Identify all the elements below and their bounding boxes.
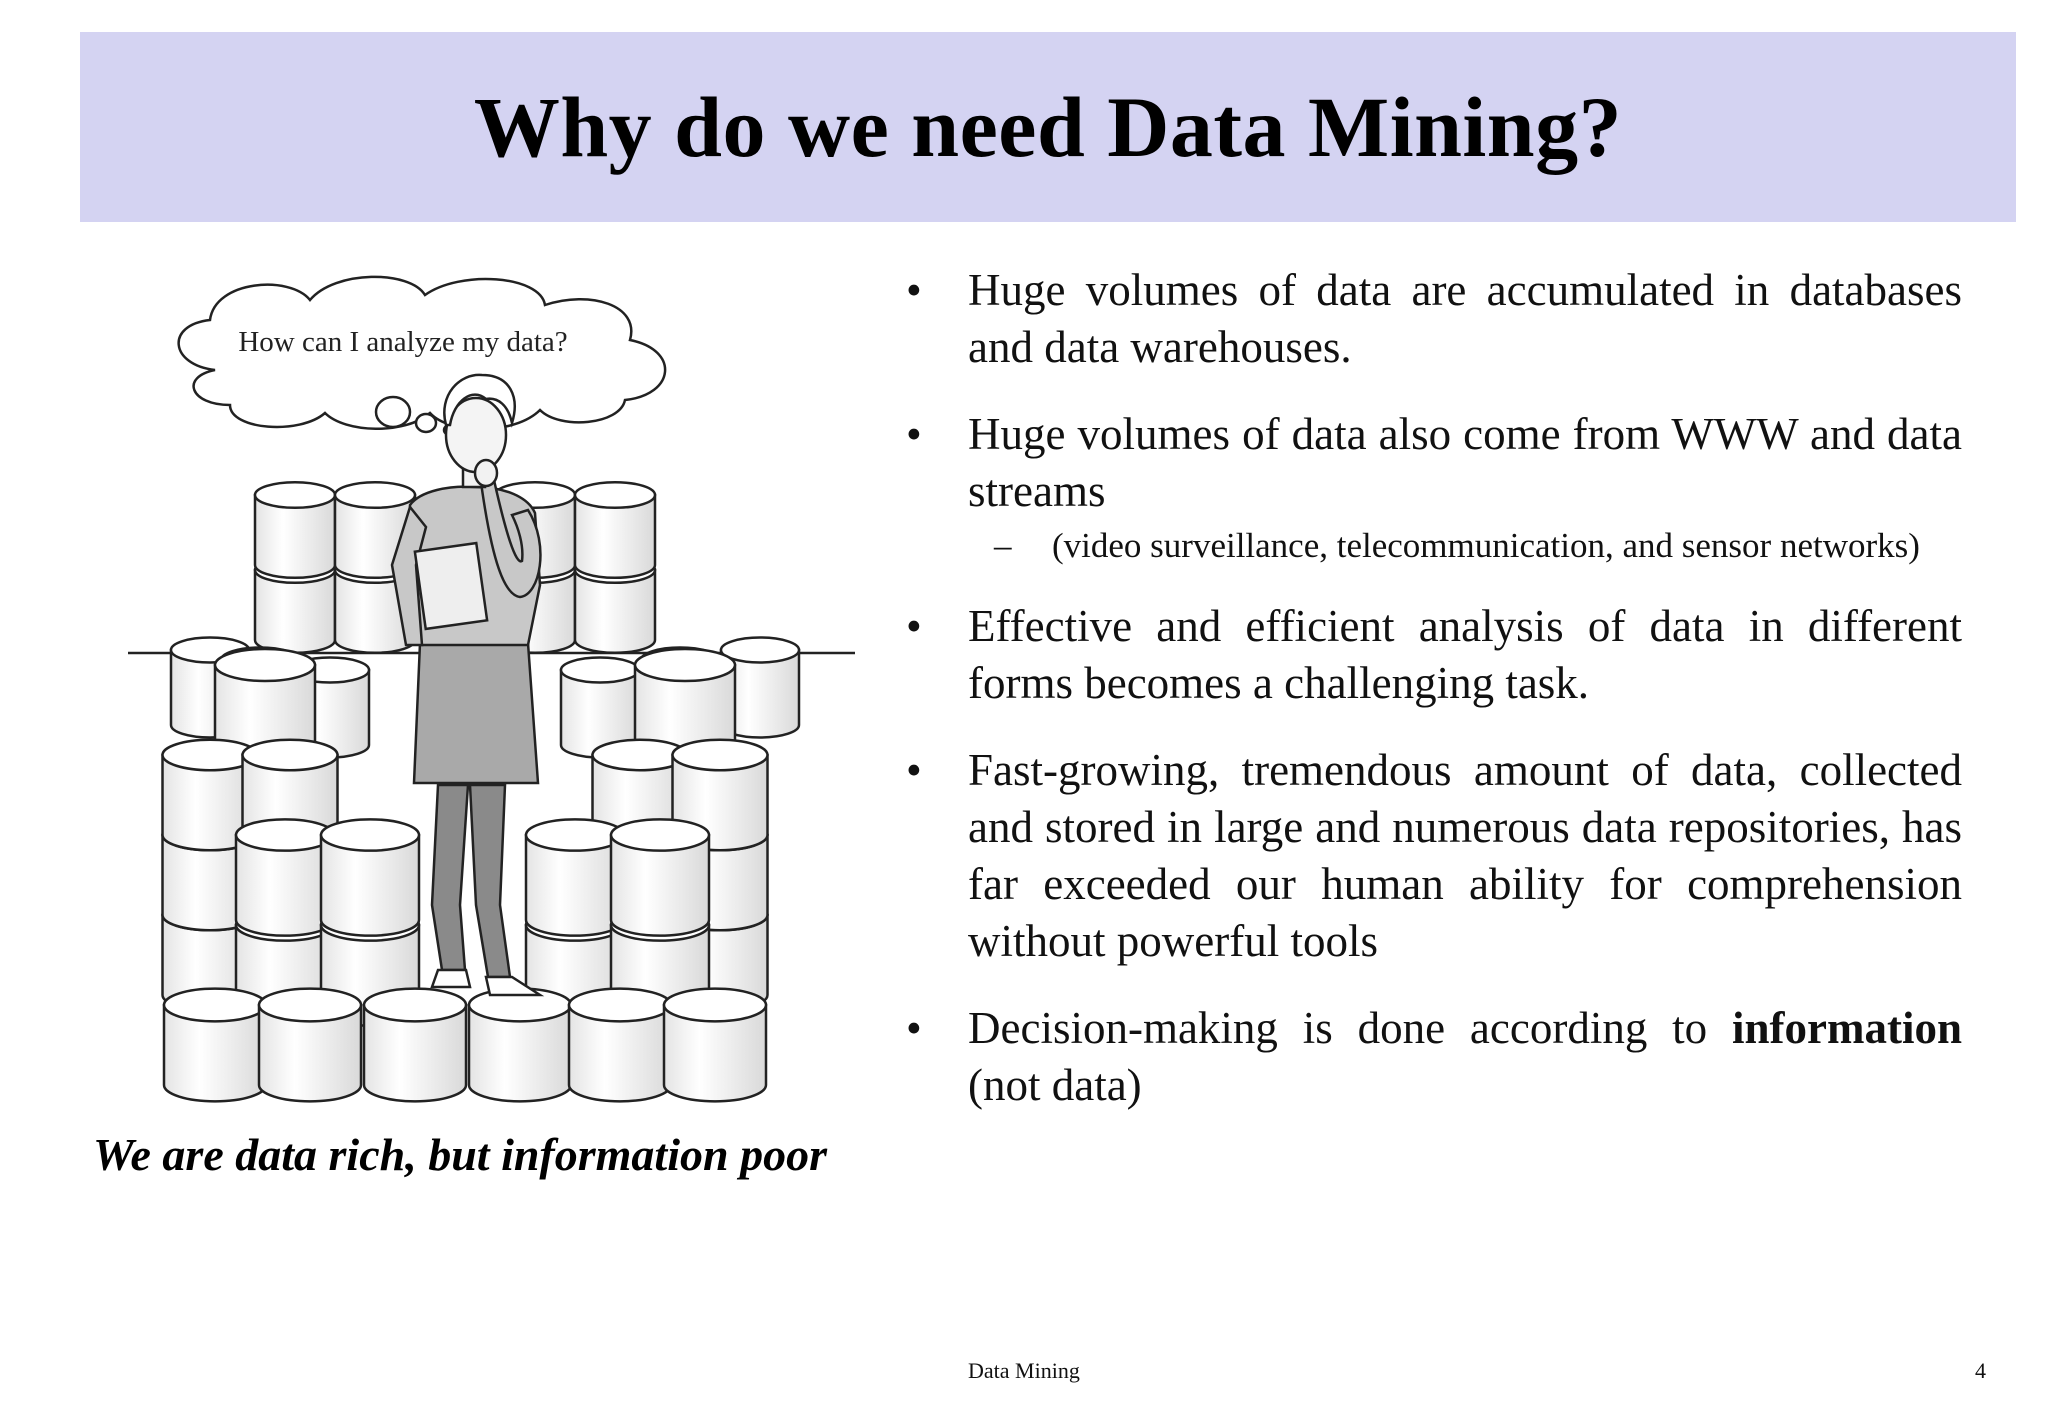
illustration-data-overload — [120, 265, 865, 1115]
title-band — [80, 32, 2016, 222]
database-cylinder-icon — [664, 989, 766, 1102]
sub-bullet-item — [900, 524, 1962, 568]
bullet-item — [900, 406, 1962, 568]
database-cylinder-icon — [526, 819, 624, 935]
database-cylinder-icon — [569, 989, 671, 1102]
bullet-glyph: • — [906, 1003, 922, 1053]
bullet-bold-word: information — [1732, 1003, 1962, 1053]
bullet-item — [900, 1000, 1962, 1114]
bullet-item — [900, 742, 1962, 970]
bullet-glyph: • — [906, 265, 922, 315]
bullet-item — [900, 598, 1962, 712]
bullet-glyph: • — [906, 409, 922, 459]
bullet-text-after: (not data) — [968, 1060, 1142, 1110]
bullet-text: Huge volumes of data are accumulated in databases and data warehouses. — [968, 265, 1962, 372]
database-cylinder-icon — [164, 989, 266, 1102]
database-cylinder-icon — [259, 989, 361, 1102]
database-cylinder-icon — [236, 819, 334, 935]
bullet-text: Fast-growing, tremendous amount of data, collected and stored in large and numerous data repositories, has far exceeded our human ability for comprehension without powerful tools — [968, 745, 1962, 966]
database-cylinder-icon — [469, 989, 571, 1102]
thought-text: How can I analyze my data? — [238, 326, 568, 358]
bullet-list — [900, 262, 1962, 1144]
database-cylinder-icon — [364, 989, 466, 1102]
slide-caption: We are data rich, but information poor — [93, 1129, 827, 1180]
bullet-glyph: • — [906, 745, 922, 795]
database-cylinder-icon — [611, 819, 709, 935]
database-cylinder-icon — [575, 482, 655, 578]
bullet-item — [900, 262, 1962, 376]
bullet-text: Effective and efficient analysis of data in different forms becomes a challenging task. — [968, 601, 1962, 708]
footer-title: Data Mining — [968, 1358, 1080, 1383]
sub-bullet-glyph: – — [994, 526, 1012, 565]
slide-title: Why do we need Data Mining? — [473, 79, 1623, 175]
bullet-glyph: • — [906, 601, 922, 651]
bullet-text: Huge volumes of data also come from WWW and data streams — [968, 409, 1962, 516]
thought-cloud — [179, 277, 665, 435]
database-cylinder-icon — [321, 819, 419, 935]
database-cylinder-icon — [255, 482, 335, 578]
page-number: 4 — [1975, 1358, 1986, 1383]
bullet-text-before: Decision-making is done according to — [968, 1003, 1732, 1053]
sub-bullet-text: (video surveillance, telecommunication, and sensor networks) — [1052, 526, 1920, 565]
